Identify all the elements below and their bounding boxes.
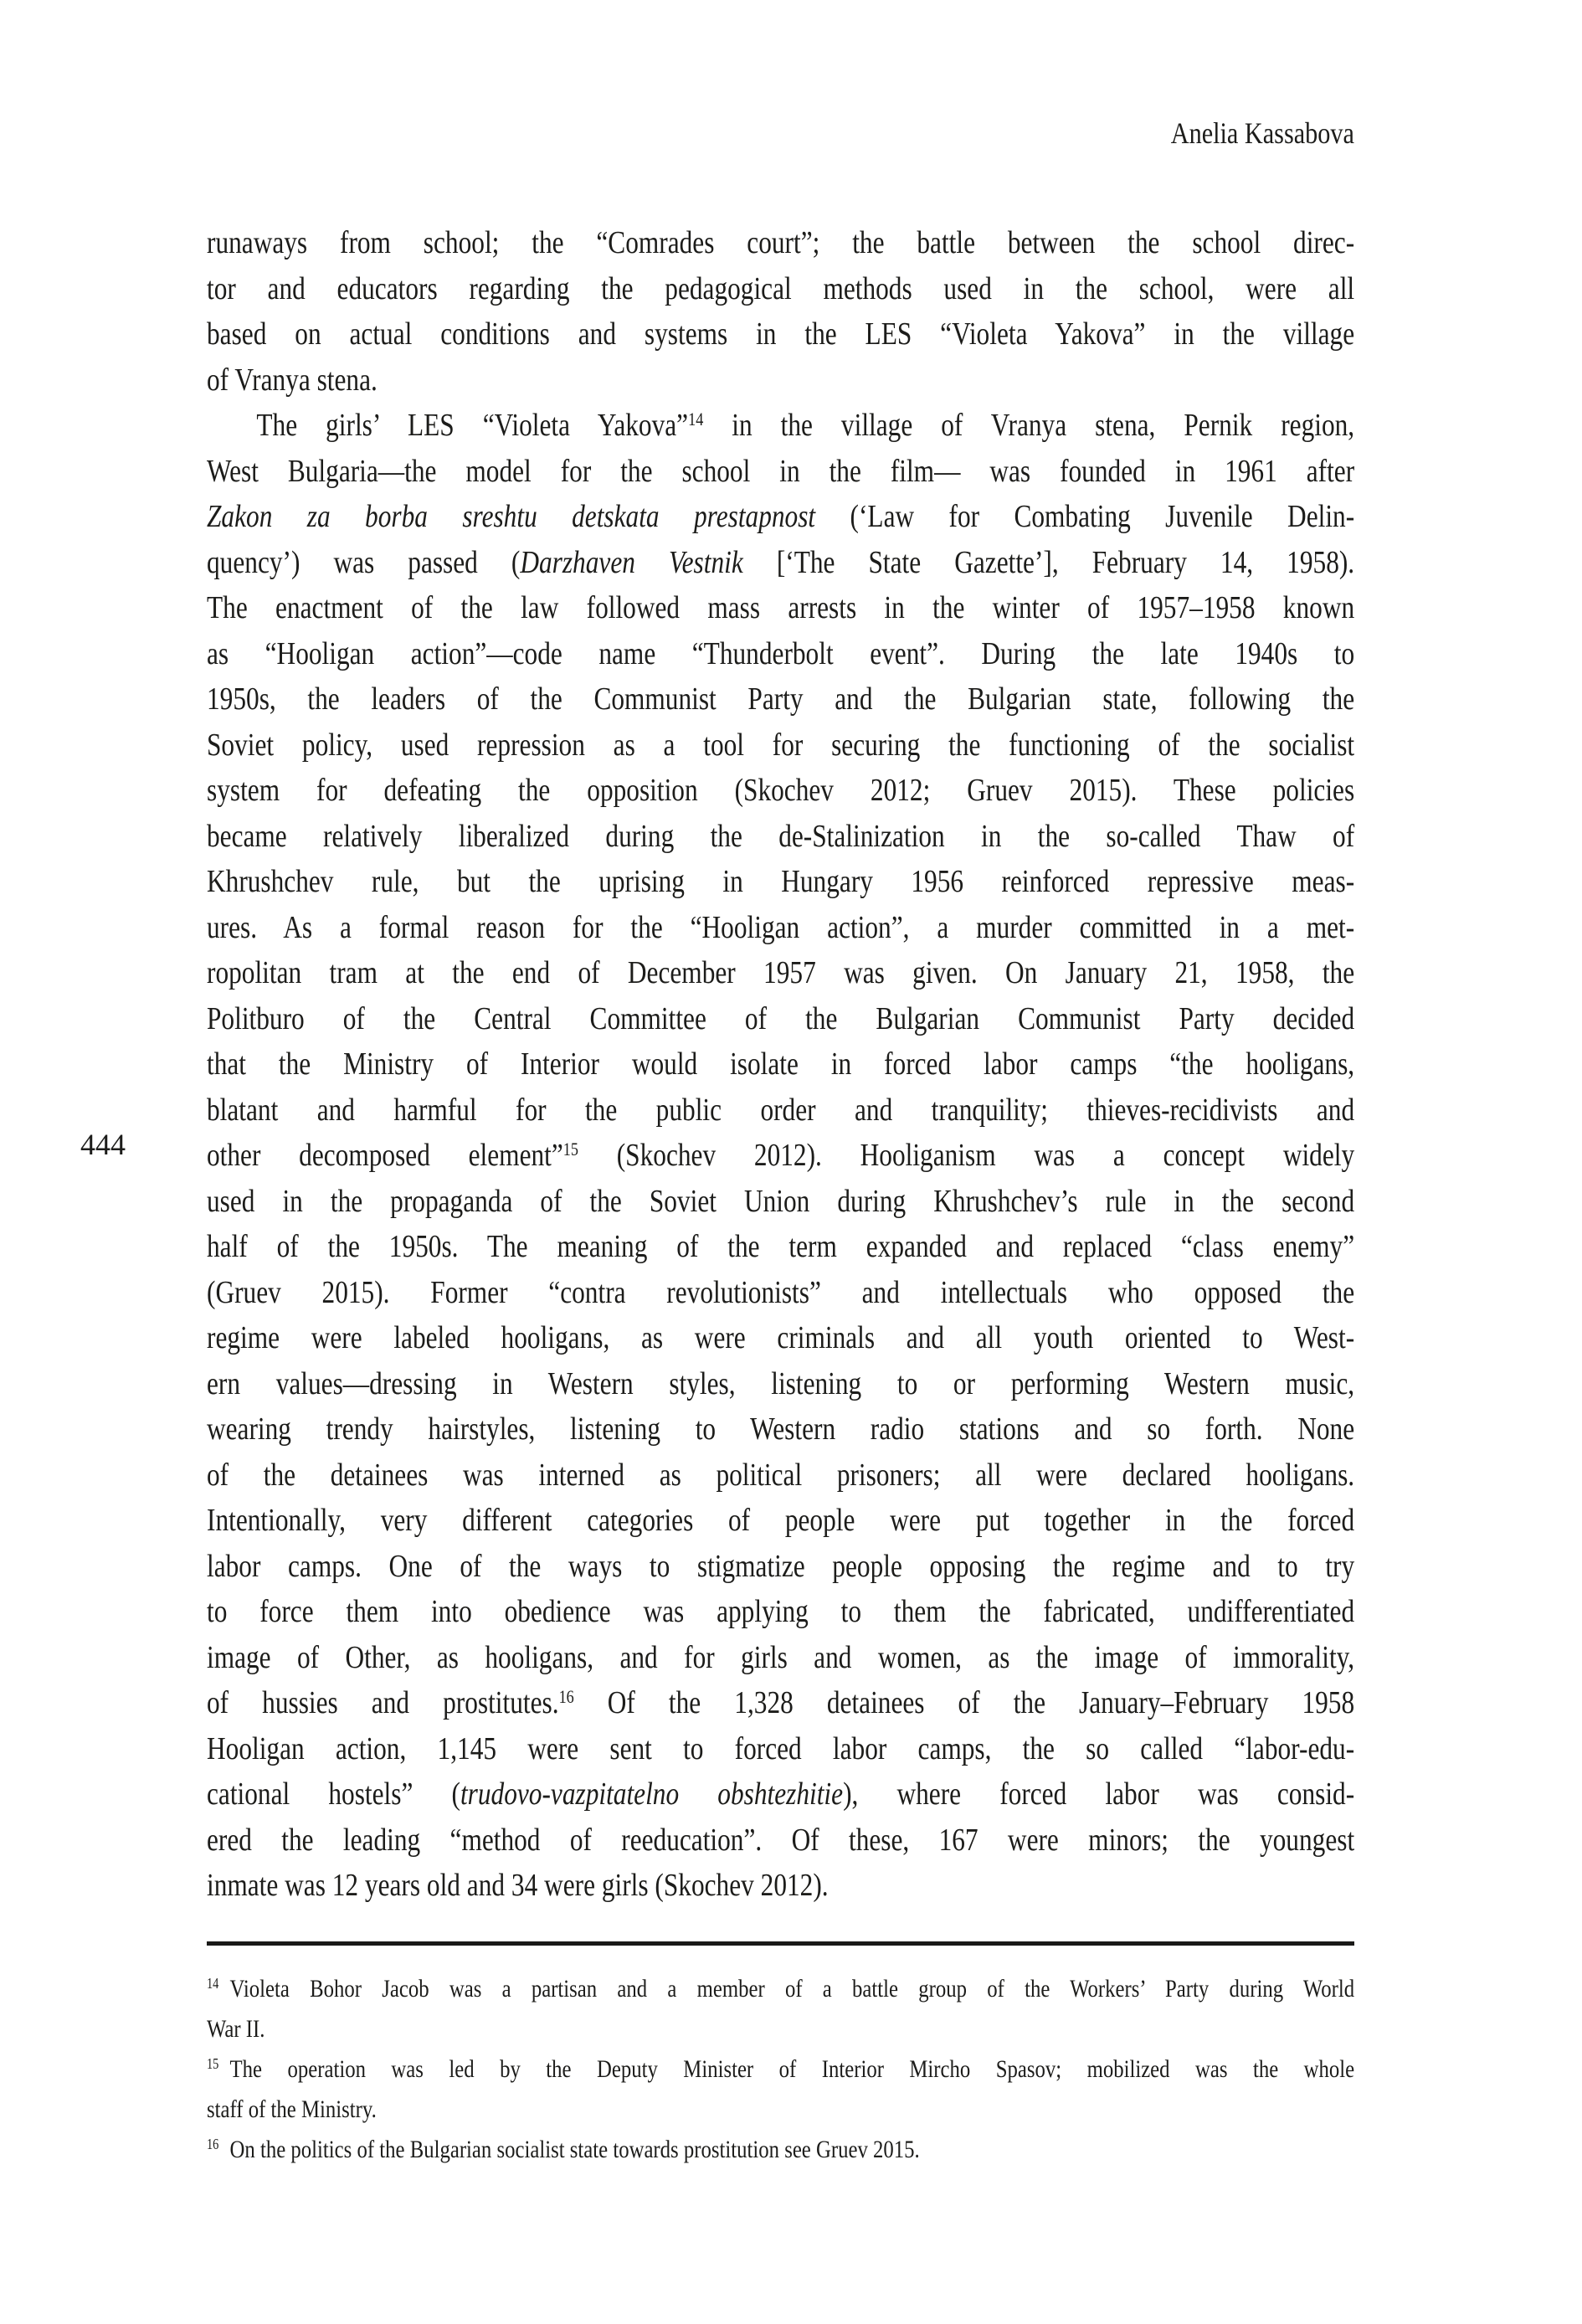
footnote-line: $^{14}$ Violeta Bohor Jacob was a partisan and a member of a battle group of the Workers’ Party during World [207, 1975, 1355, 2003]
body-text-line: of hussies and prostitutes.$^{16}$ Of the 1,328 detainees of the January–February 1958 [207, 1685, 1355, 1720]
body-text-line: West Bulgaria—the model for the school in the film— was founded in 1961 after [207, 453, 1355, 489]
footnote-line: $^{15}$ The operation was led by the Deputy Minister of Interior Mircho Spasov; mobilized was the whole [207, 2055, 1355, 2083]
footnote-line: $^{16}$ On the politics of the Bulgarian socialist state towards prostitution see Gruev 2015. [207, 2136, 920, 2163]
body-text-line: The girls’ LES “Violeta Yakova”$^{14}$ in the village of Vranya stena, Pernik region, [256, 408, 1355, 443]
body-text-line: of Vranya stena. [207, 362, 378, 398]
body-text-line: image of Other, as hooligans, and for girls and women, as the image of immorality, [207, 1639, 1355, 1675]
body-text-line: Khrushchev rule, but the uprising in Hungary 1956 reinforced repressive meas- [207, 864, 1355, 899]
body-text-line: Soviet policy, used repression as a tool for securing the functioning of the socialist [207, 727, 1355, 763]
footnote-line: staff of the Ministry. [207, 2095, 377, 2123]
body-text-line: used in the propaganda of the Soviet Union during Khrushchev’s rule in the second [207, 1183, 1355, 1219]
body-text-line: cational hostels” (trudovo-vazpitatelno obshtezhitie), where forced labor was consid- [207, 1776, 1355, 1812]
body-text-line: ern values—dressing in Western styles, listening to or performing Western music, [207, 1365, 1355, 1401]
body-text-line: tor and educators regarding the pedagogical methods used in the school, were all [207, 270, 1355, 306]
body-text-line: quency’) was passed (Darzhaven Vestnik [‘The State Gazette’], February 14, 1958). [207, 544, 1355, 580]
page-number: 444 [80, 1128, 126, 1161]
body-text-line: half of the 1950s. The meaning of the term expanded and replaced “class enemy” [207, 1229, 1355, 1264]
body-text-line: of the detainees was interned as political prisoners; all were declared hooligans. [207, 1457, 1355, 1493]
footnote-line: War II. [207, 2015, 265, 2043]
body-text-line: Zakon za borba sreshtu detskata prestapnost (‘Law for Combating Juvenile Delin- [207, 499, 1355, 534]
body-text-line: (Gruev 2015). Former “contra revolutionists” and intellectuals who opposed the [207, 1274, 1355, 1310]
footnote-rule [207, 1941, 1354, 1946]
body-text-line: wearing trendy hairstyles, listening to Western radio stations and so forth. None [207, 1411, 1355, 1447]
running-header: Anelia Kassabova [1170, 116, 1354, 150]
body-text-line: The enactment of the law followed mass arrests in the winter of 1957–1958 known [207, 590, 1355, 625]
body-text-line: runaways from school; the “Comrades court”; the battle between the school direc- [207, 225, 1355, 260]
body-text-line: based on actual conditions and systems in the LES “Violeta Yakova” in the village [207, 316, 1355, 352]
body-text-line: inmate was 12 years old and 34 were girls (Skochev 2012). [207, 1868, 829, 1903]
body-text-line: ered the leading “method of reeducation”. Of these, 167 were minors; the youngest [207, 1822, 1355, 1858]
body-text-line: as “Hooligan action”—code name “Thunderbolt event”. During the late 1940s to [207, 635, 1355, 671]
body-text-line: regime were labeled hooligans, as were criminals and all youth oriented to West- [207, 1320, 1355, 1355]
body-text-line: Intentionally, very different categories of people were put together in the forced [207, 1503, 1355, 1538]
body-text-line: became relatively liberalized during the de-Stalinization in the so-called Thaw of [207, 818, 1355, 854]
body-text-line: system for defeating the opposition (Skochev 2012; Gruev 2015). These policies [207, 773, 1355, 808]
body-text-line: to force them into obedience was applying to them the fabricated, undifferentiated [207, 1594, 1355, 1629]
body-text [207, 220, 1354, 1909]
body-text-line: ures. As a formal reason for the “Hooligan action”, a murder committed in a met- [207, 909, 1355, 945]
body-text-line: blatant and harmful for the public order and tranquility; thieves-recidivists and [207, 1092, 1355, 1128]
body-text-line: other decomposed element”$^{15}$ (Skochev 2012). Hooliganism was a concept widely [207, 1138, 1355, 1173]
body-text-line: Hooligan action, 1,145 were sent to forced labor camps, the so called “labor-edu- [207, 1730, 1355, 1766]
body-text-line: 1950s, the leaders of the Communist Party and the Bulgarian state, following the [207, 681, 1355, 717]
body-text-line: Politburo of the Central Committee of the Bulgarian Communist Party decided [207, 1000, 1355, 1036]
body-text-line: ropolitan tram at the end of December 1957 was given. On January 21, 1958, the [207, 955, 1355, 990]
footnotes [207, 1969, 1354, 2170]
body-text-line: labor camps. One of the ways to stigmatize people opposing the regime and to try [207, 1548, 1355, 1584]
body-text-line: that the Ministry of Interior would isolate in forced labor camps “the hooligans, [207, 1046, 1355, 1082]
